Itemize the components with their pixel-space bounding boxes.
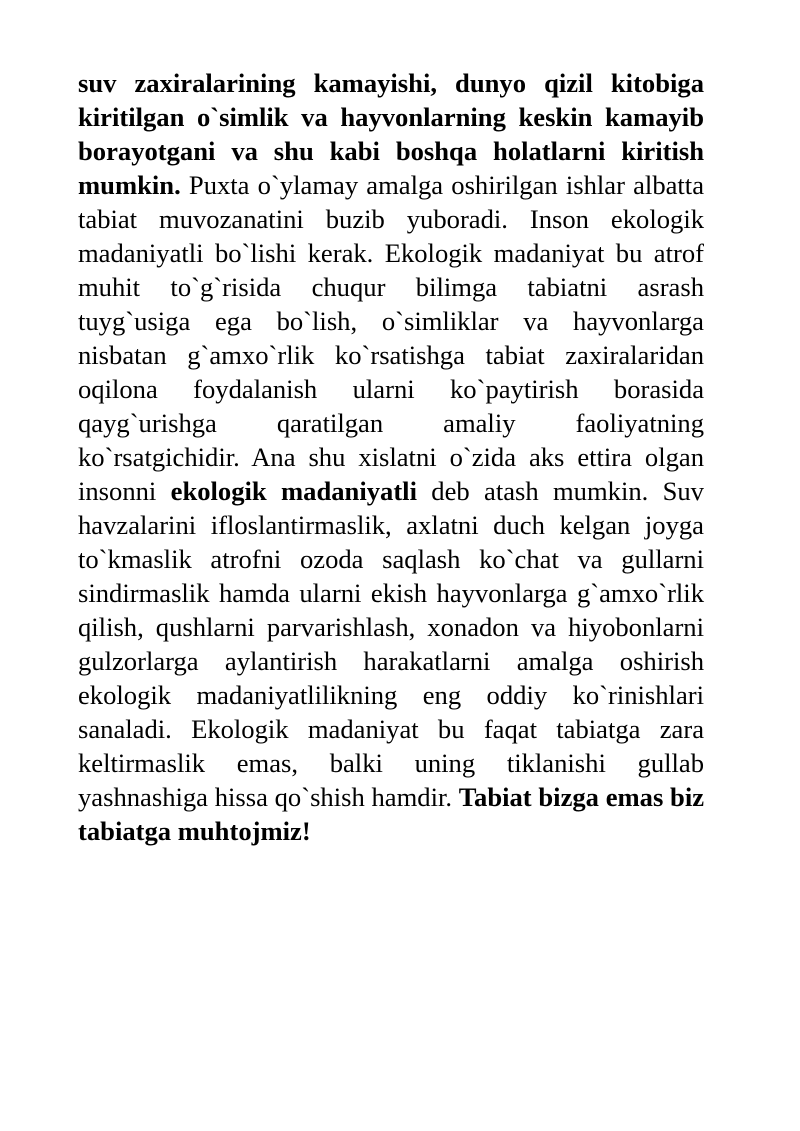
document-page <box>78 66 704 848</box>
body-paragraph <box>78 66 704 848</box>
bold-text-closing: Tabiat bizga emas biz tabiatga muhtojmiz! <box>78 782 705 846</box>
bold-text-intro: suv zaxiralarining kamayishi, dunyo qizil kitobiga kiritilgan o`simlik va hayvonlarning keskin kamayib borayotgani va shu kabi boshqa holatlarni kiritish mumkin. <box>78 68 704 200</box>
body-text-2: deb atash mumkin. Suv havzalarini ifloslantirmaslik, axlatni duch kelgan joyga to`kmaslik atrofni ozoda saqlash ko`chat va gullarni sindirmaslik hamda ularni ekish hayvonlarga g`amxo`rlik qilish, qushlarni parvarishlash, xonadon va hiyobonlarni gulzorlarga aylantirish harakatlarni amalga oshirish ekologik madaniyatlilikning eng oddiy ko`rinishlari sanaladi. Ekologik madaniyat bu faqat tabiatga zara keltirmaslik emas, balki uning tiklanishi gullab yashnashiga hissa qo`shish hamdir. <box>78 476 704 812</box>
body-text-1: Puxta o`ylamay amalga oshirilgan ishlar albatta tabiat muvozanatini buzib yuboradi. Inson ekologik madaniyatli bo`lishi kerak. Ekologik madaniyat bu atrof muhit to`g`risida chuqur bilimga tabiatni asrash tuyg`usiga ega bo`lish, o`simliklar va hayvonlarga nisbatan g`amxo`rlik ko`rsatishga tabiat zaxiralaridan oqilona foydalanish ularni ko`paytirish borasida qayg`urishga qaratilgan amaliy faoliyatning ko`rsatgichidir. Ana shu xislatni o`zida aks ettira olgan insonni <box>78 170 704 506</box>
bold-term-ekologik-madaniyatli: ekologik madaniyatli <box>170 476 417 506</box>
